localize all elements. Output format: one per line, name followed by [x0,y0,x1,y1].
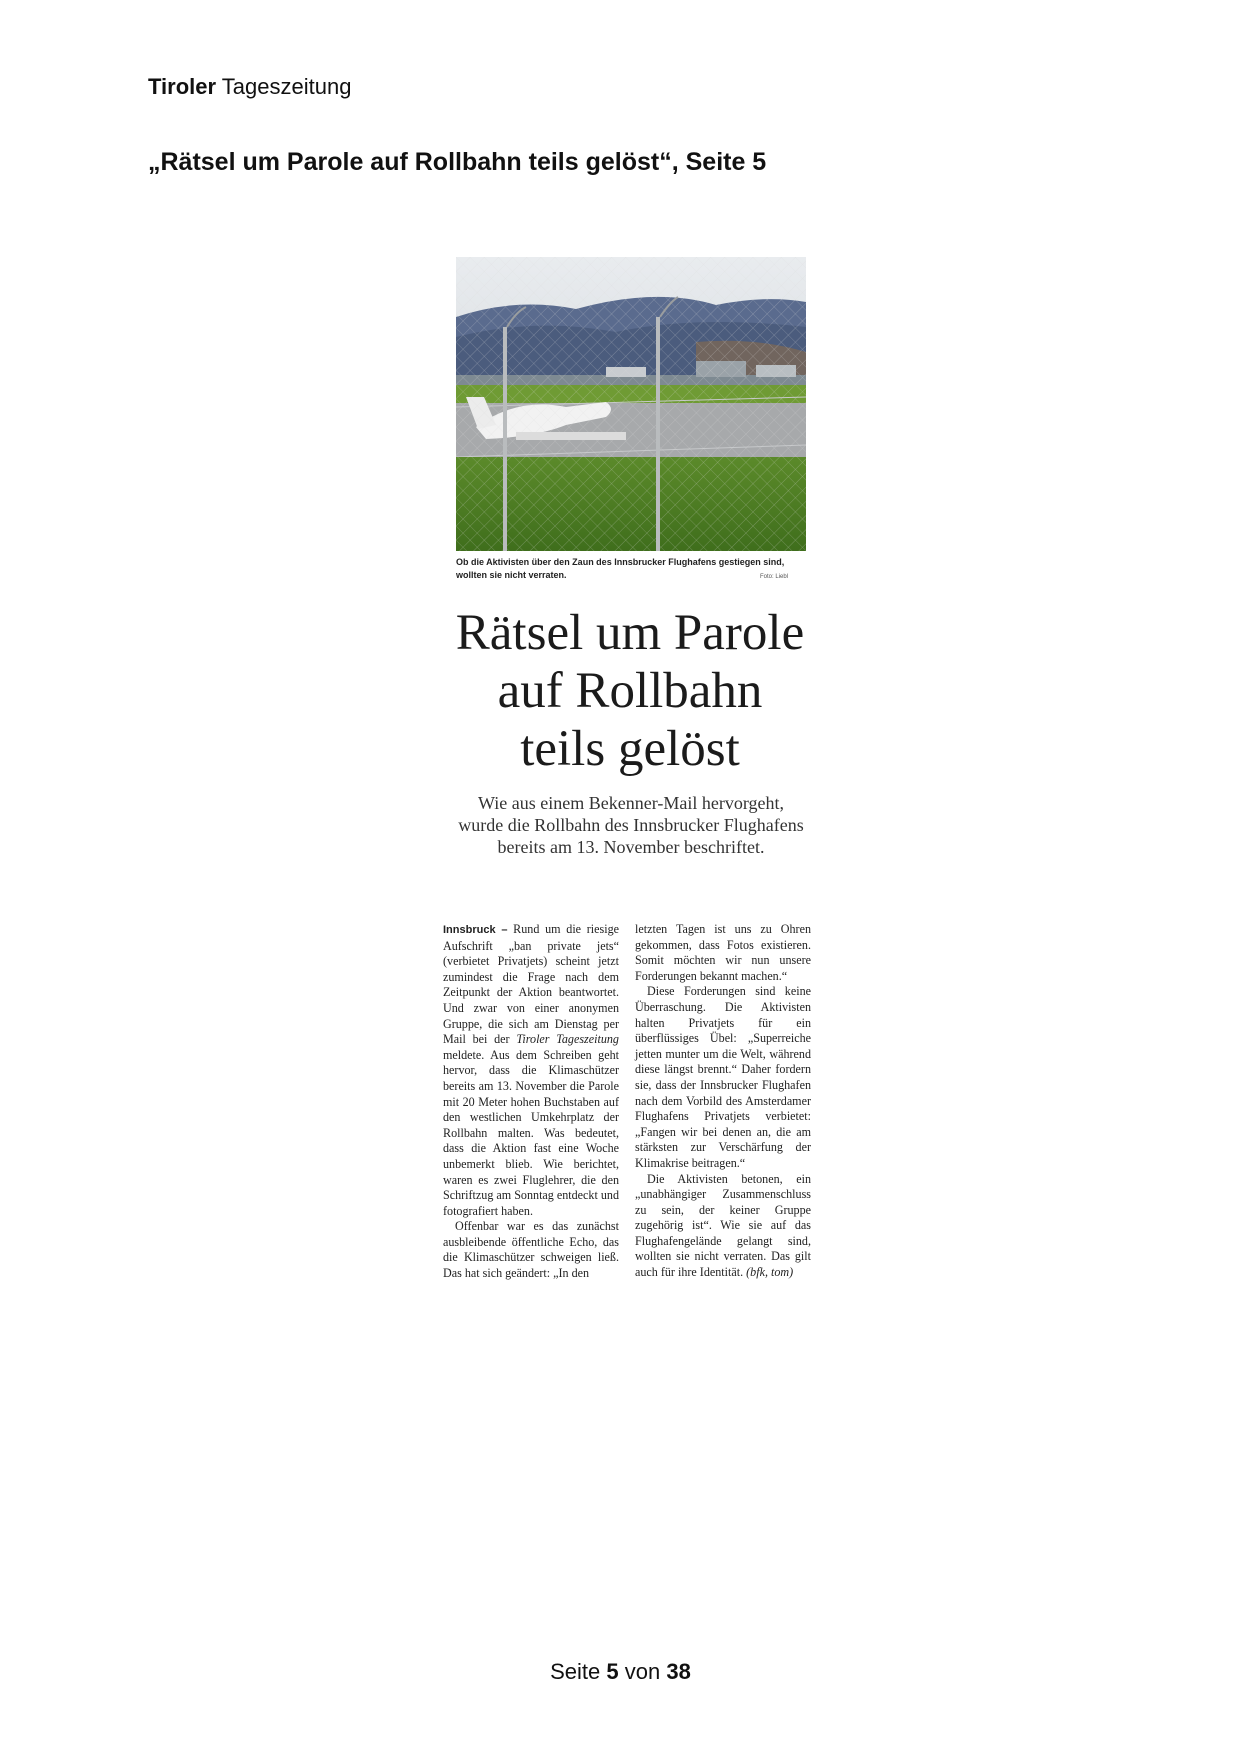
headline-line-1: Rätsel um Parole [455,605,805,661]
article-column-left [443,922,619,1282]
paragraph-text: Die Aktivisten betonen, ein „unabhängiger Zusammenschluss zu sein, der keiner Gruppe zugehörig ist“. Wie sie auf das Flughafengelände gelangt sind, wollten sie nicht verraten. Das gilt auch für ihre Identität. [635,1171,811,1280]
headline-line-3: teils gelöst [520,721,740,777]
newspaper-name: Tiroler Tageszeitung [516,1032,619,1047]
paragraph: Diese Forderungen sind keine Überraschung. Die Aktivisten halten Privatjets für ein überflüssiges Übel: „Superreiche jetten munter um die Welt, während diese längst brennt.“ Daher fordern sie, dass der Innsbrucker Flughafen nach dem Vorbild des Amsterdamer Flughafens Privatjets verbietet: „Fangen wir bei denen an, die am stärksten zur Verschärfung der Klimakrise beitragen.“ [635,984,811,1170]
page-of: von [624,1659,661,1684]
article-reference-title: „Rätsel um Parole auf Rollbahn teils gelöst“, Seite 5 [148,148,767,176]
current-page: 5 [606,1659,619,1684]
publication-name [148,74,351,100]
article-column-right [635,922,811,1281]
publication-name-rest: Tageszeitung [221,74,352,99]
airport-fence-photo [456,257,806,551]
photo-caption: Ob die Aktivisten über den Zaun des Innsbrucker Flughafens gestiegen sind, wollten sie nicht verraten. [456,557,785,580]
article-headline [440,604,820,778]
paragraph-text: Rund um die riesige Aufschrift „ban private jets“ (verbietet Privatjets) scheint jetzt zumindest die Frage nach dem Zeitpunkt der Aktion beantwortet. Und zwar von einer anonymen Gruppe, die sich am Dienstag per Mail bei der [443,922,620,1047]
dateline: Innsbruck – [443,924,508,936]
total-pages: 38 [666,1659,691,1684]
paragraph [635,1172,811,1281]
paragraph: Offenbar war es das zunächst ausbleibende öffentliche Echo, das die Klimaschützer schweigen ließ. Das hat sich geändert: „In den [443,1219,619,1281]
article-lead: Wie aus einem Bekenner-Mail hervorgeht, wurde die Rollbahn des Innsbrucker Flughafens bereits am 13. November beschriftet. [458,793,804,857]
paragraph [443,922,619,1219]
paragraph-text: meldete. Aus dem Schreiben geht hervor, dass die Klimaschützer bereits am 13. November die Parole mit 20 Meter hohen Buchstaben auf den westlichen Umkehrplatz der Rollbahn malten. Was bedeutet, dass die Aktion fast eine Woche unbemerkt blieb. Wie berichtet, waren es zwei Fluglehrer, die den Schriftzug am Sonntag entdeckt und fotografiert haben. [443,1047,619,1218]
publication-name-bold: Tiroler [148,74,217,99]
byline: (bfk, tom) [746,1265,794,1280]
headline-line-2: auf Rollbahn [497,663,763,719]
page-prefix: Seite [550,1659,601,1684]
photo-credit: Foto: Liebl [760,574,789,580]
paragraph: letzten Tagen ist uns zu Ohren gekommen, dass Fotos existieren. Somit möchten wir nun unsere Forderungen bekannt machen.“ [635,922,811,983]
page-number [0,1659,1241,1685]
